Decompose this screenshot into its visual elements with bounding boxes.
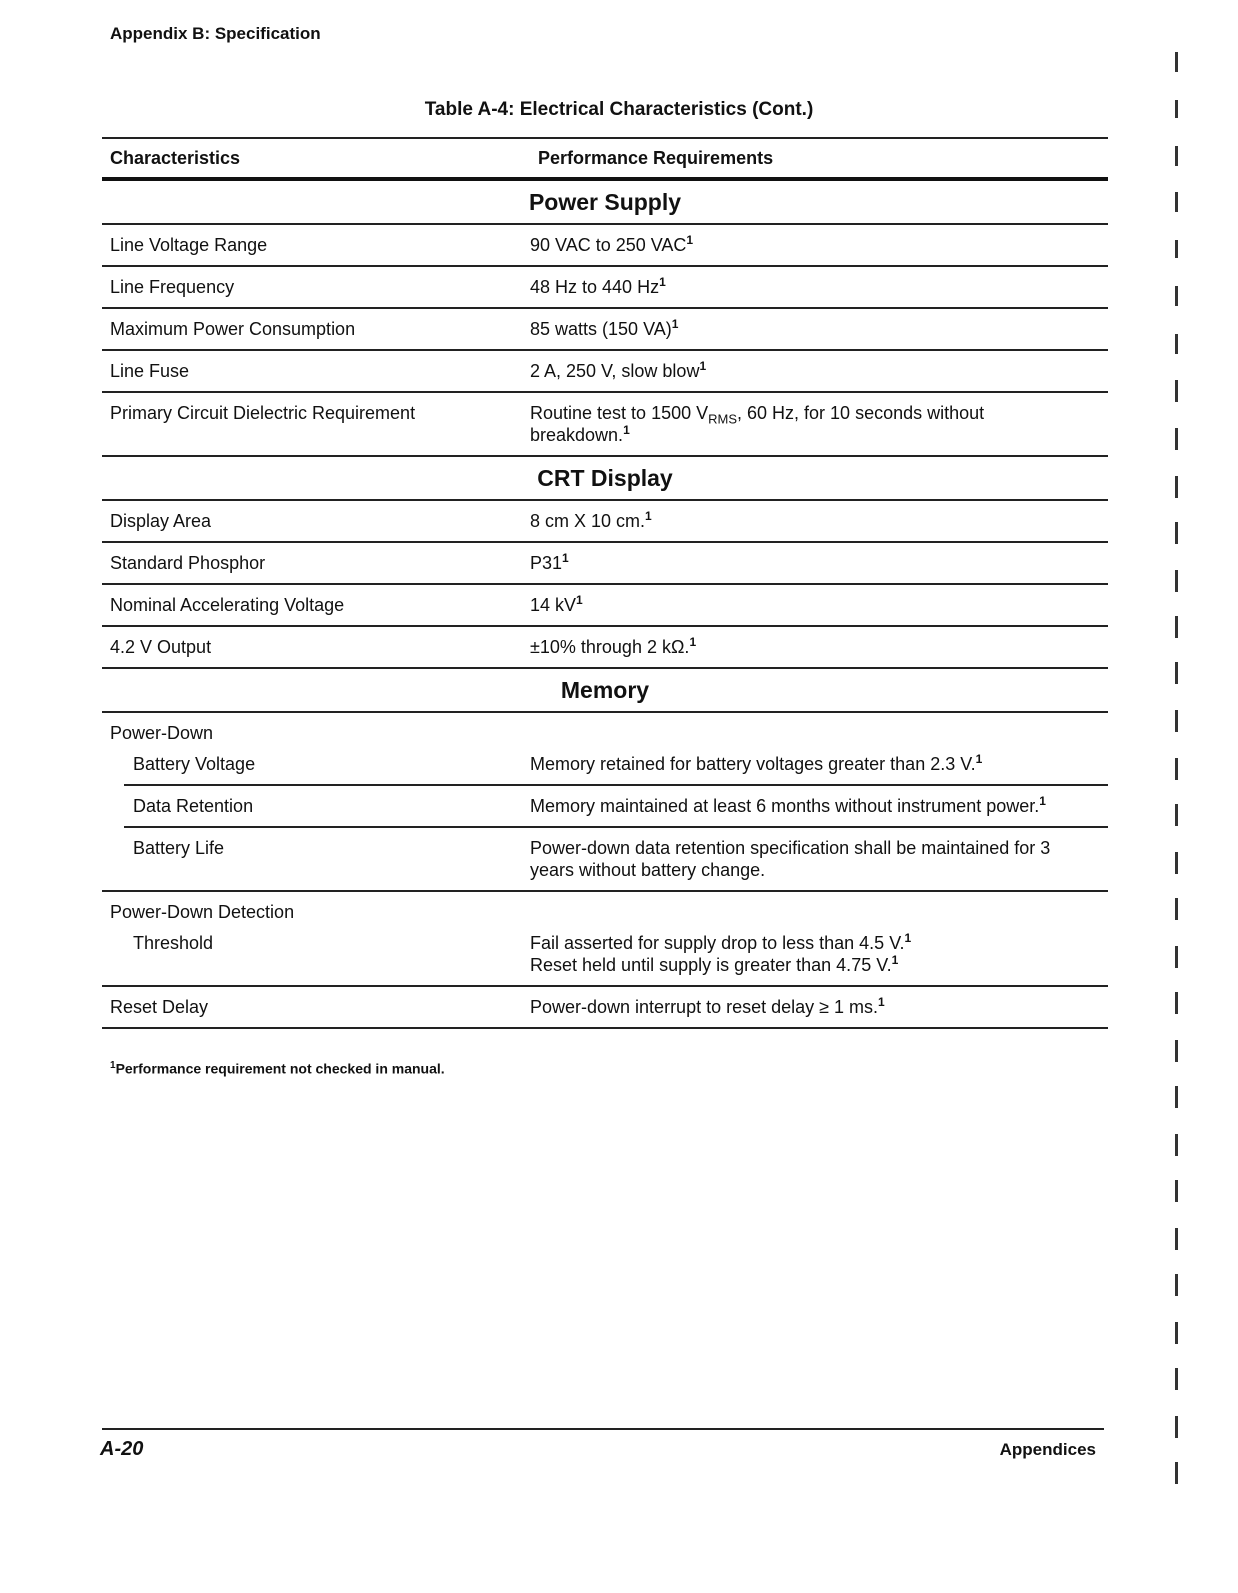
footnote-ref: 1 bbox=[562, 551, 569, 565]
footnote-ref: 1 bbox=[686, 233, 694, 247]
cell-group-label: Power-Down bbox=[110, 723, 214, 743]
cell-performance: 14 $kV^1$ bbox=[530, 593, 583, 615]
footnote-ref: 1 bbox=[671, 317, 679, 331]
cell-characteristic: Display Area bbox=[110, 511, 212, 531]
table-title: Table A-4: Electrical Characteristics (Cont.) bbox=[424, 99, 814, 120]
footnote-ref: 1 bbox=[576, 593, 583, 607]
spec-table bbox=[102, 137, 1108, 1029]
table-row bbox=[102, 828, 1108, 892]
page-number: A-20 bbox=[100, 1438, 144, 1460]
footnote-ref: 1 bbox=[659, 275, 666, 289]
running-head: Appendix B: Specification bbox=[110, 24, 321, 43]
section-title-crt-display: CRT Display bbox=[102, 457, 1108, 501]
table-row bbox=[102, 713, 1108, 744]
cell-performance: Memory maintained at least 6 months without instrument power.$^1$ bbox=[530, 794, 1046, 816]
footnote-ref: 1 bbox=[623, 423, 630, 437]
table-row bbox=[124, 786, 1108, 828]
footnote-ref: 1 bbox=[645, 509, 652, 523]
footnote-ref: 1 bbox=[699, 359, 707, 373]
cell-performance: Fail asserted for supply drop to less than 4.5 V.$^1$ Reset held until supply is greater than 4.75 V.$^1$ bbox=[530, 931, 912, 975]
footnote-ref: 1 bbox=[689, 635, 697, 649]
table-row bbox=[102, 892, 1108, 923]
cell-performance: Power-down data retention specification shall be maintained for 3 years without battery change. bbox=[530, 838, 1051, 880]
cell-characteristic: Line Voltage Range bbox=[110, 235, 268, 255]
section-title-memory: Memory bbox=[102, 669, 1108, 713]
cell-characteristic: Battery Voltage bbox=[133, 754, 256, 774]
cell-characteristic: Primary Circuit Dielectric Requirement bbox=[110, 403, 416, 423]
cell-characteristic: Standard Phosphor bbox=[110, 553, 266, 573]
table-row bbox=[102, 393, 1108, 457]
table-row bbox=[102, 225, 1108, 267]
footnote-ref: 1 bbox=[878, 995, 885, 1009]
cell-characteristic: Data Retention bbox=[133, 796, 254, 816]
footer-rule bbox=[102, 1428, 1104, 1430]
footnote-mark: 1 bbox=[110, 1060, 116, 1071]
table-row bbox=[124, 744, 1108, 786]
cell-performance: ±10% through 2 kΩ.$^1$ bbox=[530, 635, 697, 657]
section-title-power-supply: Power Supply bbox=[102, 181, 1108, 225]
table-row bbox=[102, 627, 1108, 669]
table-row bbox=[102, 923, 1108, 987]
footnote-ref: 1 bbox=[891, 953, 899, 967]
table-header-row bbox=[102, 139, 1108, 181]
cell-characteristic: Battery Life bbox=[133, 838, 225, 858]
table-row bbox=[102, 543, 1108, 585]
cell-characteristic: Reset Delay bbox=[110, 997, 209, 1017]
cell-performance: Routine test to 1500 $V_{RMS}$, 60 Hz, for 10 seconds without breakdown.$^1$ bbox=[530, 403, 985, 445]
footer-section-name: Appendices bbox=[999, 1440, 1096, 1459]
table-row bbox=[102, 267, 1108, 309]
cell-characteristic: Line Fuse bbox=[110, 361, 190, 381]
table-row bbox=[102, 309, 1108, 351]
footnote-ref: 1 bbox=[904, 931, 912, 945]
cell-performance: 8 cm X 10 cm.$^1$ bbox=[530, 509, 652, 531]
table-footnote: $^1$Performance requirement not checked in manual. bbox=[110, 1060, 445, 1077]
footnote-ref: 1 bbox=[1039, 794, 1046, 808]
cell-characteristic: Maximum Power Consumption bbox=[110, 319, 356, 339]
cell-performance: 85 watts (150 VA)$^1$ bbox=[530, 317, 679, 339]
table-row bbox=[102, 987, 1108, 1029]
cell-characteristic: Nominal Accelerating Voltage bbox=[110, 595, 345, 615]
column-header-characteristics: Characteristics bbox=[110, 147, 241, 168]
cell-characteristic: Line Frequency bbox=[110, 277, 235, 297]
cell-performance: 2 A, 250 V, slow blow$^1$ bbox=[530, 359, 707, 381]
subscript-rms: RMS bbox=[708, 411, 738, 427]
table-row bbox=[102, 501, 1108, 543]
cell-performance: 90 VAC to 250 VAC$^1$ bbox=[530, 233, 694, 255]
table-row bbox=[102, 351, 1108, 393]
cell-performance: 48 Hz to 440 Hz$^1$ bbox=[530, 275, 666, 297]
column-header-performance: Performance Requirements bbox=[538, 147, 774, 168]
cell-group-label: Power-Down Detection bbox=[110, 902, 295, 922]
cell-characteristic: 4.2 V Output bbox=[110, 637, 212, 657]
table-row bbox=[102, 585, 1108, 627]
cell-performance: Power-down interrupt to reset delay ≥ 1 ms.$^1$ bbox=[530, 995, 885, 1017]
cell-performance: $P31^1$ bbox=[530, 551, 569, 573]
footnote-ref: 1 bbox=[975, 752, 983, 766]
cell-characteristic: Threshold bbox=[133, 933, 214, 953]
cell-performance: Memory retained for battery voltages greater than 2.3 V.$^1$ bbox=[530, 752, 983, 774]
